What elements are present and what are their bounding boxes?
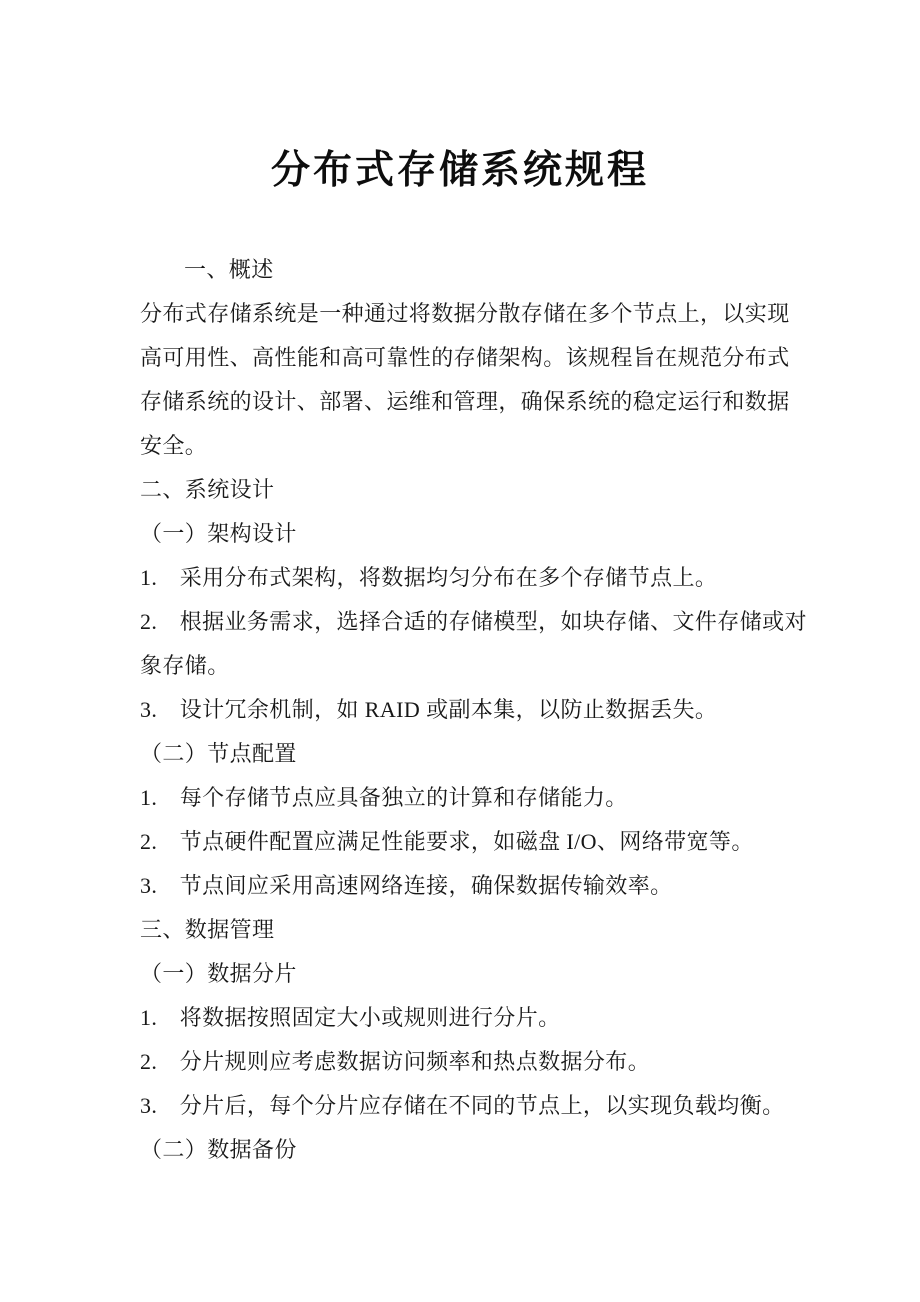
doc-line: 3. 节点间应采用高速网络连接，确保数据传输效率。 xyxy=(140,873,673,898)
doc-line: 2. 根据业务需求，选择合适的存储模型，如块存储、文件存储或对 xyxy=(140,609,807,634)
document-title: 分布式存储系统规程 xyxy=(270,149,649,192)
doc-line: 三、数据管理 xyxy=(140,917,275,942)
doc-line: 3. 设计冗余机制，如 RAID 或副本集，以防止数据丢失。 xyxy=(140,697,718,722)
doc-line: 安全。 xyxy=(140,433,208,458)
doc-line: 1. 每个存储节点应具备独立的计算和存储能力。 xyxy=(140,785,628,810)
doc-line: 2. 分片规则应考虑数据访问频率和热点数据分布。 xyxy=(140,1049,651,1074)
doc-line: （二）数据备份 xyxy=(140,1137,297,1162)
doc-line: 一、概述 xyxy=(184,257,274,282)
doc-line: 象存储。 xyxy=(140,653,230,678)
doc-line: （一）架构设计 xyxy=(140,521,297,546)
doc-line: （二）节点配置 xyxy=(140,741,297,766)
doc-line: 分布式存储系统是一种通过将数据分散存储在多个节点上，以实现 xyxy=(140,301,790,326)
document-body xyxy=(0,248,920,1172)
doc-line: 1. 将数据按照固定大小或规则进行分片。 xyxy=(140,1005,561,1030)
doc-line: 3. 分片后，每个分片应存储在不同的节点上，以实现负载均衡。 xyxy=(140,1093,785,1118)
doc-line: 1. 采用分布式架构，将数据均匀分布在多个存储节点上。 xyxy=(140,565,718,590)
doc-line: 二、系统设计 xyxy=(140,477,275,502)
doc-line: 高可用性、高性能和高可靠性的存储架构。该规程旨在规范分布式 xyxy=(140,345,790,370)
doc-line: 2. 节点硬件配置应满足性能要求，如磁盘 I/O、网络带宽等。 xyxy=(140,829,754,854)
doc-line: 存储系统的设计、部署、运维和管理，确保系统的稳定运行和数据 xyxy=(140,389,790,414)
doc-line: （一）数据分片 xyxy=(140,961,297,986)
